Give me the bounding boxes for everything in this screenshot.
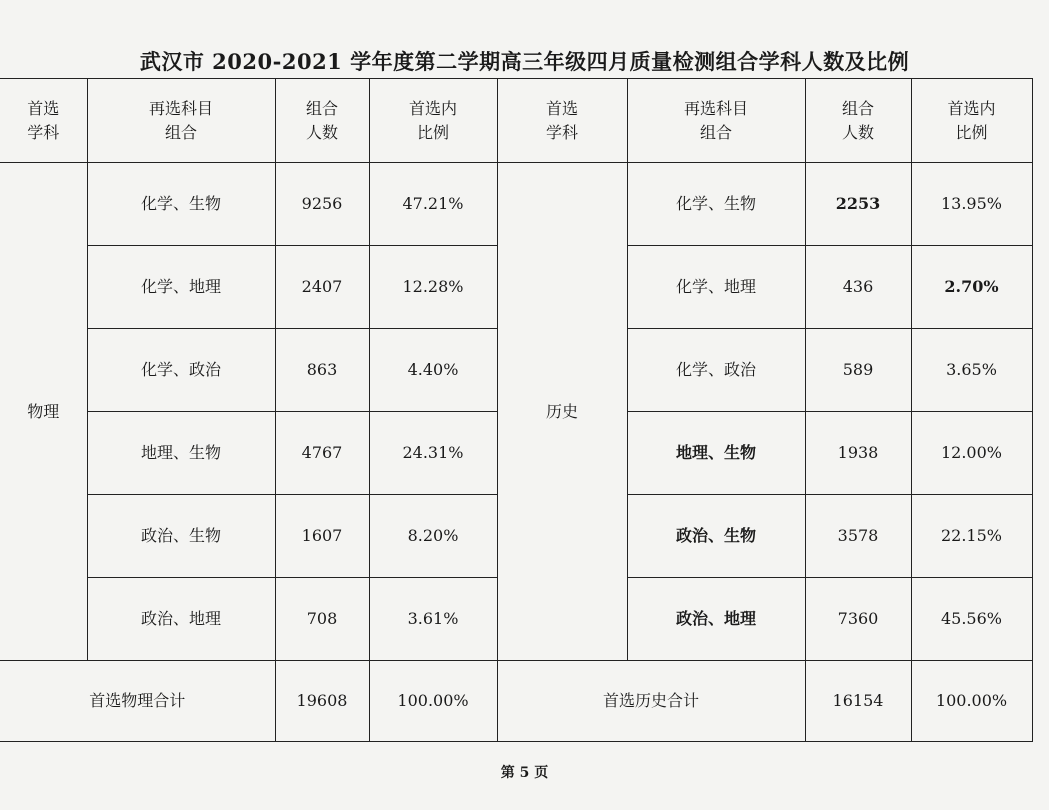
history-combo: 化学、生物 (627, 163, 805, 246)
history-ratio: 2.70% (911, 246, 1032, 329)
physics-count: 2407 (275, 246, 369, 329)
physics-subject-cell: 物理 (0, 163, 87, 661)
history-ratio: 13.95% (911, 163, 1032, 246)
history-count: 1938 (805, 412, 911, 495)
physics-total-ratio: 100.00% (369, 661, 497, 742)
history-count: 589 (805, 329, 911, 412)
history-ratio: 22.15% (911, 495, 1032, 578)
history-count: 436 (805, 246, 911, 329)
physics-ratio: 12.28% (369, 246, 497, 329)
history-ratio: 12.00% (911, 412, 1032, 495)
history-combo: 政治、生物 (627, 495, 805, 578)
history-count: 3578 (805, 495, 911, 578)
total-row (0, 661, 1032, 742)
document-title: 武汉市 2020-2021 学年度第二学期高三年级四月质量检测组合学科人数及比例 (139, 49, 910, 74)
physics-total-label: 首选物理合计 (0, 661, 275, 742)
history-total-ratio: 100.00% (911, 661, 1032, 742)
physics-count: 863 (275, 329, 369, 412)
header-combo: 再选科目 组合 (87, 79, 275, 163)
physics-combo: 化学、政治 (87, 329, 275, 412)
physics-total-count: 19608 (275, 661, 369, 742)
header-primary-subject: 首选 学科 (497, 79, 627, 163)
history-combo: 政治、地理 (627, 578, 805, 661)
physics-ratio: 24.31% (369, 412, 497, 495)
physics-ratio: 47.21% (369, 163, 497, 246)
physics-combo: 化学、地理 (87, 246, 275, 329)
history-total-label: 首选历史合计 (497, 661, 805, 742)
physics-count: 708 (275, 578, 369, 661)
physics-combo: 地理、生物 (87, 412, 275, 495)
history-combo: 化学、地理 (627, 246, 805, 329)
physics-ratio: 8.20% (369, 495, 497, 578)
header-count: 组合 人数 (805, 79, 911, 163)
header-count: 组合 人数 (275, 79, 369, 163)
physics-combo: 政治、地理 (87, 578, 275, 661)
physics-ratio: 4.40% (369, 329, 497, 412)
physics-count: 1607 (275, 495, 369, 578)
header-ratio: 首选内 比例 (369, 79, 497, 163)
history-ratio: 45.56% (911, 578, 1032, 661)
history-ratio: 3.65% (911, 329, 1032, 412)
physics-count: 4767 (275, 412, 369, 495)
history-count: 7360 (805, 578, 911, 661)
history-total-count: 16154 (805, 661, 911, 742)
history-combo: 化学、政治 (627, 329, 805, 412)
header-combo: 再选科目 组合 (627, 79, 805, 163)
history-subject-cell: 历史 (497, 163, 627, 661)
history-combo: 地理、生物 (627, 412, 805, 495)
table-row (0, 163, 1032, 246)
physics-ratio: 3.61% (369, 578, 497, 661)
physics-count: 9256 (275, 163, 369, 246)
physics-combo: 政治、生物 (87, 495, 275, 578)
page-number: 第 5 页 (500, 765, 549, 781)
physics-combo: 化学、生物 (87, 163, 275, 246)
header-row (0, 79, 1032, 163)
header-ratio: 首选内 比例 (911, 79, 1032, 163)
subject-combination-table (0, 78, 1033, 742)
history-count: 2253 (805, 163, 911, 246)
header-primary-subject: 首选 学科 (0, 79, 87, 163)
